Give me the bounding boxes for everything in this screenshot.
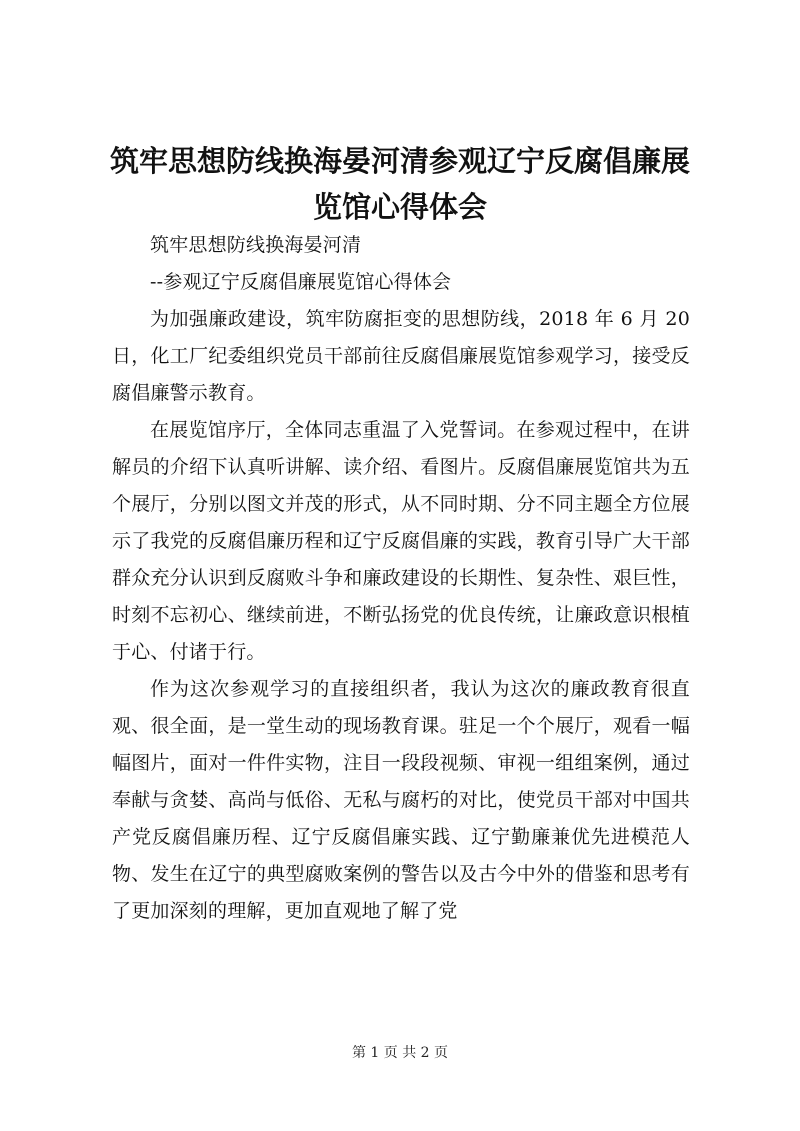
subtitle-line-2: --参观辽宁反腐倡廉展览馆心得体会: [150, 271, 452, 293]
body-paragraph: 在展览馆序厅，全体同志重温了入党誓词。在参观过程中，在讲解员的介绍下认真听讲解、读介绍、看图片。反腐倡廉展览馆共为五个展厅，分别以图文并茂的形式，从不同时期、分不同主题全方位展示了我党的反腐倡廉历程和辽宁反腐倡廉的实践，教育引导广大干部群众充分认识到反腐败斗争和廉政建设的长期性、复杂性、艰巨性，时刻不忘初心、继续前进，不断弘扬党的优良传统，让廉政意识根植于心、付诸于行。: [112, 419, 690, 663]
subtitle-line: 筑牢思想防线换海晏河清: [150, 234, 362, 256]
document-title: 筑牢思想防线换海晏河清参观辽宁反腐倡廉展览馆心得体会: [109, 144, 690, 224]
page-number-footer: 第 1 页 共 2 页: [351, 1045, 449, 1061]
body-paragraph: 为加强廉政建设，筑牢防腐拒变的思想防线，2018 年 6 月 20 日，化工厂纪委组织党员干部前往反腐倡廉展览馆参观学习，接受反腐倡廉警示教育。: [112, 308, 690, 404]
document-body: [112, 227, 690, 930]
body-paragraph: 作为这次参观学习的直接组织者，我认为这次的廉政教育很直观、很全面，是一堂生动的现场教育课。驻足一个个展厅，观看一幅幅图片，面对一件件实物，注目一段段视频、审视一组组案例，通过奉献与贪婪、高尚与低俗、无私与腐朽的对比，使党员干部对中国共产党反腐倡廉历程、辽宁反腐倡廉实践、辽宁勤廉兼优先进模范人物、发生在辽宁的典型腐败案例的警告以及古今中外的借鉴和思考有了更加深刻的理解，更加直观地了解了党: [112, 678, 690, 922]
